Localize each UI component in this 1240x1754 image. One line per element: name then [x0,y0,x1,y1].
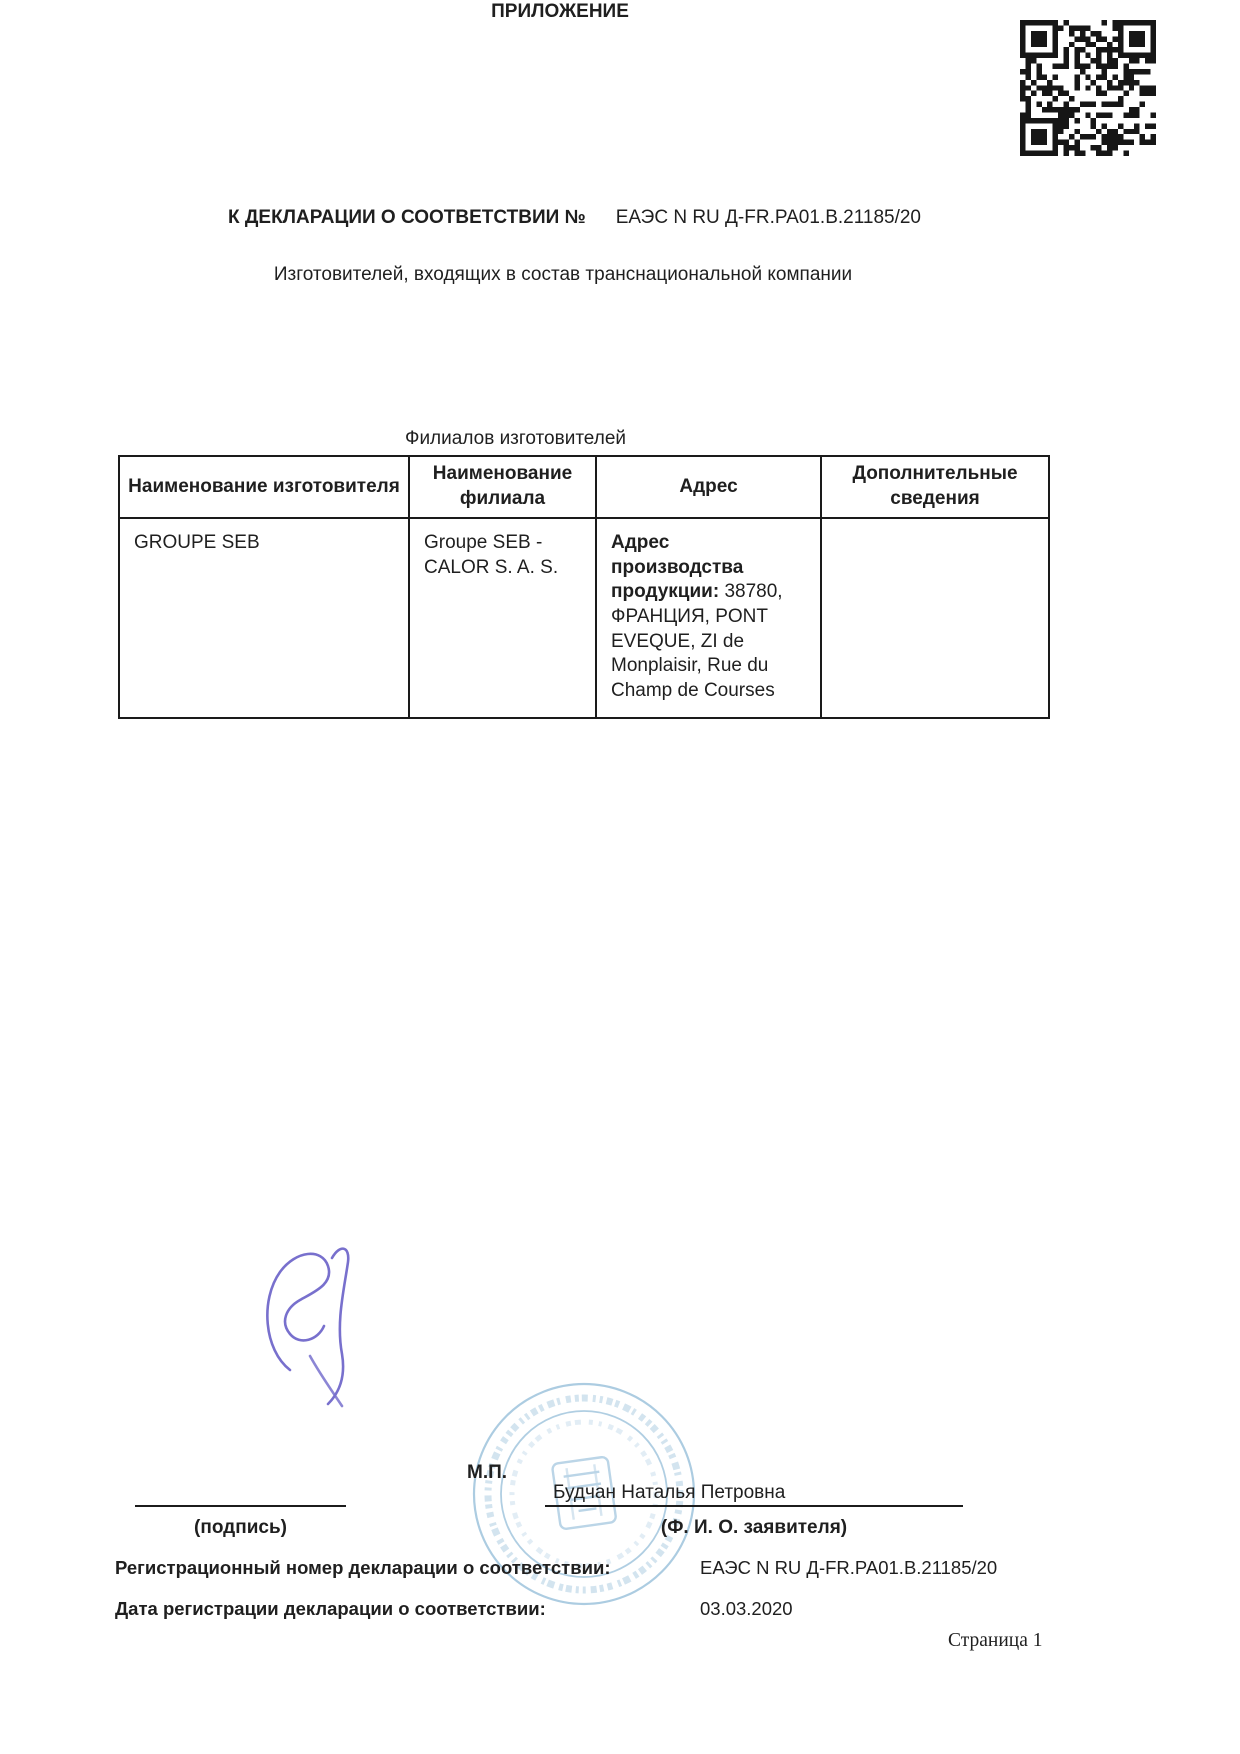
description-line: Изготовителей, входящих в состав транснациональной компании [273,264,853,285]
table-caption: Филиалов изготовителей [405,428,627,449]
handwritten-signature [252,1238,387,1408]
header-manufacturer: Наименование изготовителя [119,456,409,518]
manufacturer-cell: GROUPE SEB [119,518,409,718]
registration-number-label: Регистрационный номер декларации о соответствии: [115,1557,611,1578]
header-address: Адрес [596,456,821,518]
registration-date-label: Дата регистрации декларации о соответствии: [115,1598,546,1619]
page-number: Страница 1 [948,1630,1043,1651]
stamp-place-abbr: М.П. [467,1462,508,1483]
address-value: 38780, ФРАНЦИЯ, PONT EVEQUE, ZI de Monplaisir, Rue du Champ de Courses [611,581,783,702]
registration-number-value: ЕАЭС N RU Д-FR.PA01.B.21185/20 [700,1557,998,1578]
signature-line [135,1505,346,1507]
declaration-label: К ДЕКЛАРАЦИИ О СООТВЕТСТВИИ № [228,207,586,228]
header-branch: Наименование филиала [409,456,596,518]
applicant-name: Будчан Наталья Петровна [553,1482,786,1503]
name-line [545,1505,963,1507]
qr-code [1020,20,1156,156]
registration-date-value: 03.03.2020 [700,1598,793,1619]
page-title: ПРИЛОЖЕНИЕ [491,1,629,22]
signature-caption: (подпись) [194,1517,287,1538]
declaration-line [228,206,921,231]
branch-cell: Groupe SEB - CALOR S. A. S. [409,518,596,718]
declaration-number: ЕАЭС N RU Д-FR.PA01.B.21185/20 [615,207,921,228]
table-header-row [119,456,1049,518]
address-cell [596,518,821,718]
additional-info-cell [821,518,1049,718]
header-additional: Дополнительные сведения [821,456,1049,518]
fio-caption: (Ф. И. О. заявителя) [660,1517,848,1538]
branches-table [118,455,1050,719]
table-row [119,518,1049,718]
address-label: Адрес производства продукции: [611,532,744,603]
